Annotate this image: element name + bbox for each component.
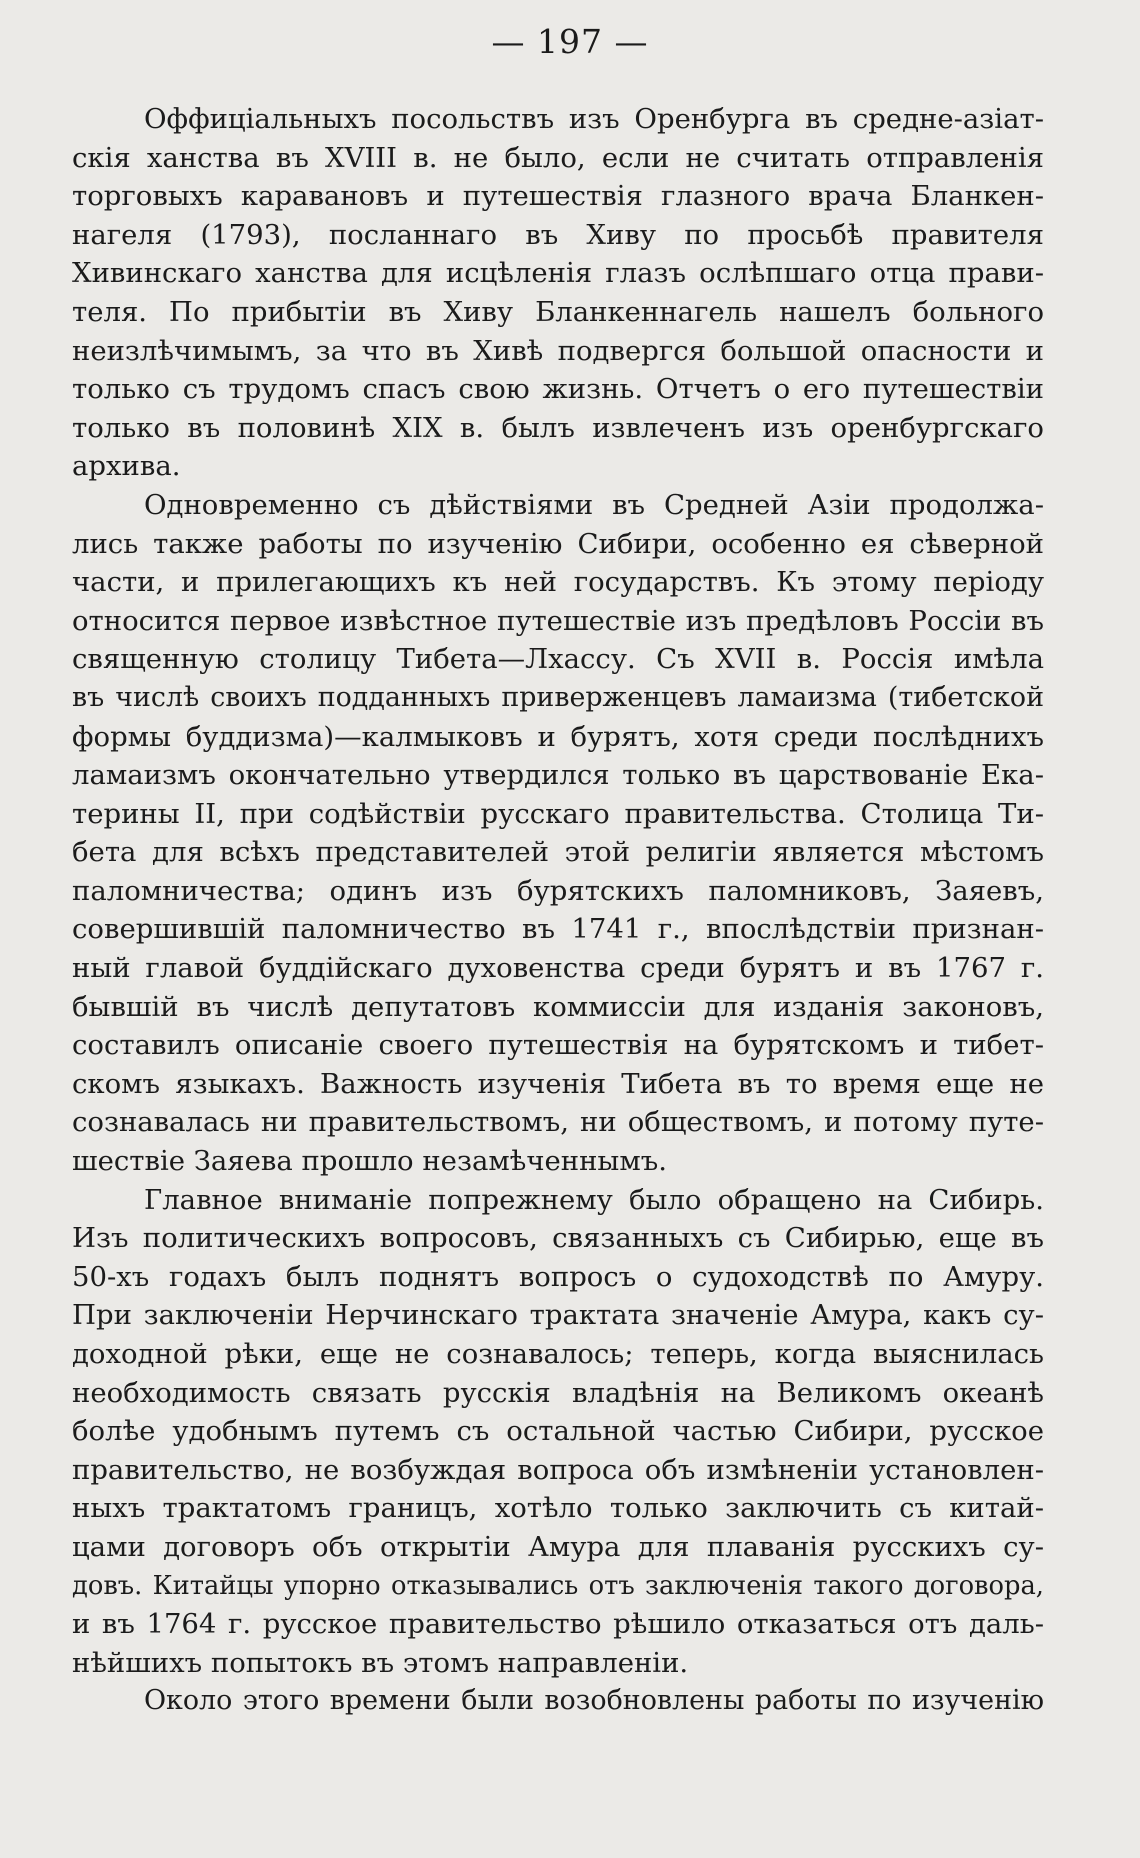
text-line: доходной рѣки, еще не сознавалось; теперь, когда выяснилась [72, 1338, 1044, 1370]
text-line: паломничества; одинъ изъ бурятскихъ паломниковъ, Заяевъ, [72, 874, 1044, 907]
text-line: составилъ описаніе своего путешествія на бурятскомъ и тибет- [72, 1029, 1044, 1062]
text-line: правительство, не возбуждая вопроса объ измѣненіи установлен- [72, 1453, 1044, 1486]
text-line: цами договоръ объ открытіи Амура для плаванія русскихъ су- [72, 1530, 1044, 1563]
text-line: формы буддизма)—калмыковъ и бурятъ, хотя среди послѣднихъ [72, 720, 1044, 753]
text-line: нагеля (1793), посланнаго въ Хиву по просьбѣ правителя [72, 218, 1044, 251]
text-line: довъ. Китайцы упорно отказывались отъ заключенія такого договора, [72, 1570, 1044, 1601]
text-line: и въ 1764 г. русское правительство рѣшило отказаться отъ даль- [72, 1608, 1044, 1641]
text-line: архива. [72, 450, 181, 483]
text-line: болѣе удобнымъ путемъ съ остальной частью Сибири, русское [72, 1415, 1044, 1448]
page-body [72, 100, 1044, 1721]
page-number: — 197 — [491, 22, 649, 61]
text-line: торговыхъ каравановъ и путешествія глазного врача Бланкен- [72, 180, 1044, 213]
text-line: только въ половинѣ XIX в. былъ извлеченъ изъ оренбургскаго [72, 411, 1044, 444]
text-line: терины II, при содѣйствіи русскаго правительства. Столица Ти- [72, 797, 1044, 830]
paragraph [72, 1181, 1044, 1683]
text-line: шествіе Заяева прошло незамѣченнымъ. [72, 1145, 667, 1178]
text-line: ныхъ трактатомъ границъ, хотѣло только заключить съ китай- [72, 1492, 1044, 1525]
text-line: необходимость связать русскія владѣнія на Великомъ океанѣ [72, 1376, 1044, 1409]
text-line: священную столицу Тибета—Лхассу. Съ XVII в. Россія имѣла [72, 643, 1044, 676]
text-line: Оффиціальныхъ посольствъ изъ Оренбурга въ средне-азіат- [144, 103, 1044, 135]
text-line: Одновременно съ дѣйствіями въ Средней Азіи продолжа- [144, 488, 1044, 521]
text-line: скомъ языкахъ. Важность изученія Тибета въ то время еще не [72, 1067, 1044, 1100]
text-line: лись также работы по изученію Сибири, особенно ея сѣверной [72, 527, 1044, 560]
text-line: скія ханства въ XVIII в. не было, если не считать отправленія [72, 141, 1044, 174]
text-line: ный главой буддійскаго духовенства среди бурятъ и въ 1767 г. [72, 952, 1044, 985]
text-line: ламаизмъ окончательно утвердился только въ царствованіе Ека- [72, 759, 1044, 792]
text-line: бета для всѣхъ представителей этой религіи является мѣстомъ [72, 836, 1044, 869]
text-line: При заключеніи Нерчинскаго трактата значеніе Амура, какъ су- [72, 1299, 1044, 1332]
text-line: относится первое извѣстное путешествіе изъ предѣловъ Россіи въ [72, 604, 1044, 637]
text-line: Хивинскаго ханства для исцѣленія глазъ ослѣпшаго отца прави- [72, 257, 1044, 290]
text-line: бывшій въ числѣ депутатовъ коммиссіи для изданія законовъ, [72, 990, 1044, 1023]
text-line: теля. По прибытіи въ Хиву Бланкеннагель нашелъ больного [72, 295, 1044, 328]
paragraph [72, 486, 1044, 1181]
paragraph [72, 1682, 1044, 1721]
text-line: въ числѣ своихъ подданныхъ приверженцевъ ламаизма (тибетской [72, 681, 1044, 713]
paragraph [72, 100, 1044, 486]
text-line: Главное вниманіе попрежнему было обращено на Сибирь. [144, 1183, 1044, 1216]
text-line: только съ трудомъ спасъ свою жизнь. Отчетъ о его путешествіи [72, 373, 1044, 406]
text-line: Изъ политическихъ вопросовъ, связанныхъ съ Сибирью, еще въ [72, 1222, 1044, 1255]
text-line: неизлѣчимымъ, за что въ Хивѣ подвергся большой опасности и [72, 334, 1044, 367]
text-line: совершившій паломничество въ 1741 г., впослѣдствіи признан- [72, 913, 1044, 946]
text-line: 50-хъ годахъ былъ поднятъ вопросъ о судоходствѣ по Амуру. [72, 1260, 1044, 1293]
text-line: нѣйшихъ попытокъ въ этомъ направленіи. [72, 1646, 689, 1679]
text-line: части, и прилегающихъ къ ней государствъ. Къ этому періоду [72, 566, 1044, 599]
text-line: сознавалась ни правительствомъ, ни обществомъ, и потому путе- [72, 1106, 1044, 1139]
text-line: Около этого времени были возобновлены работы по изученію [144, 1685, 1044, 1717]
